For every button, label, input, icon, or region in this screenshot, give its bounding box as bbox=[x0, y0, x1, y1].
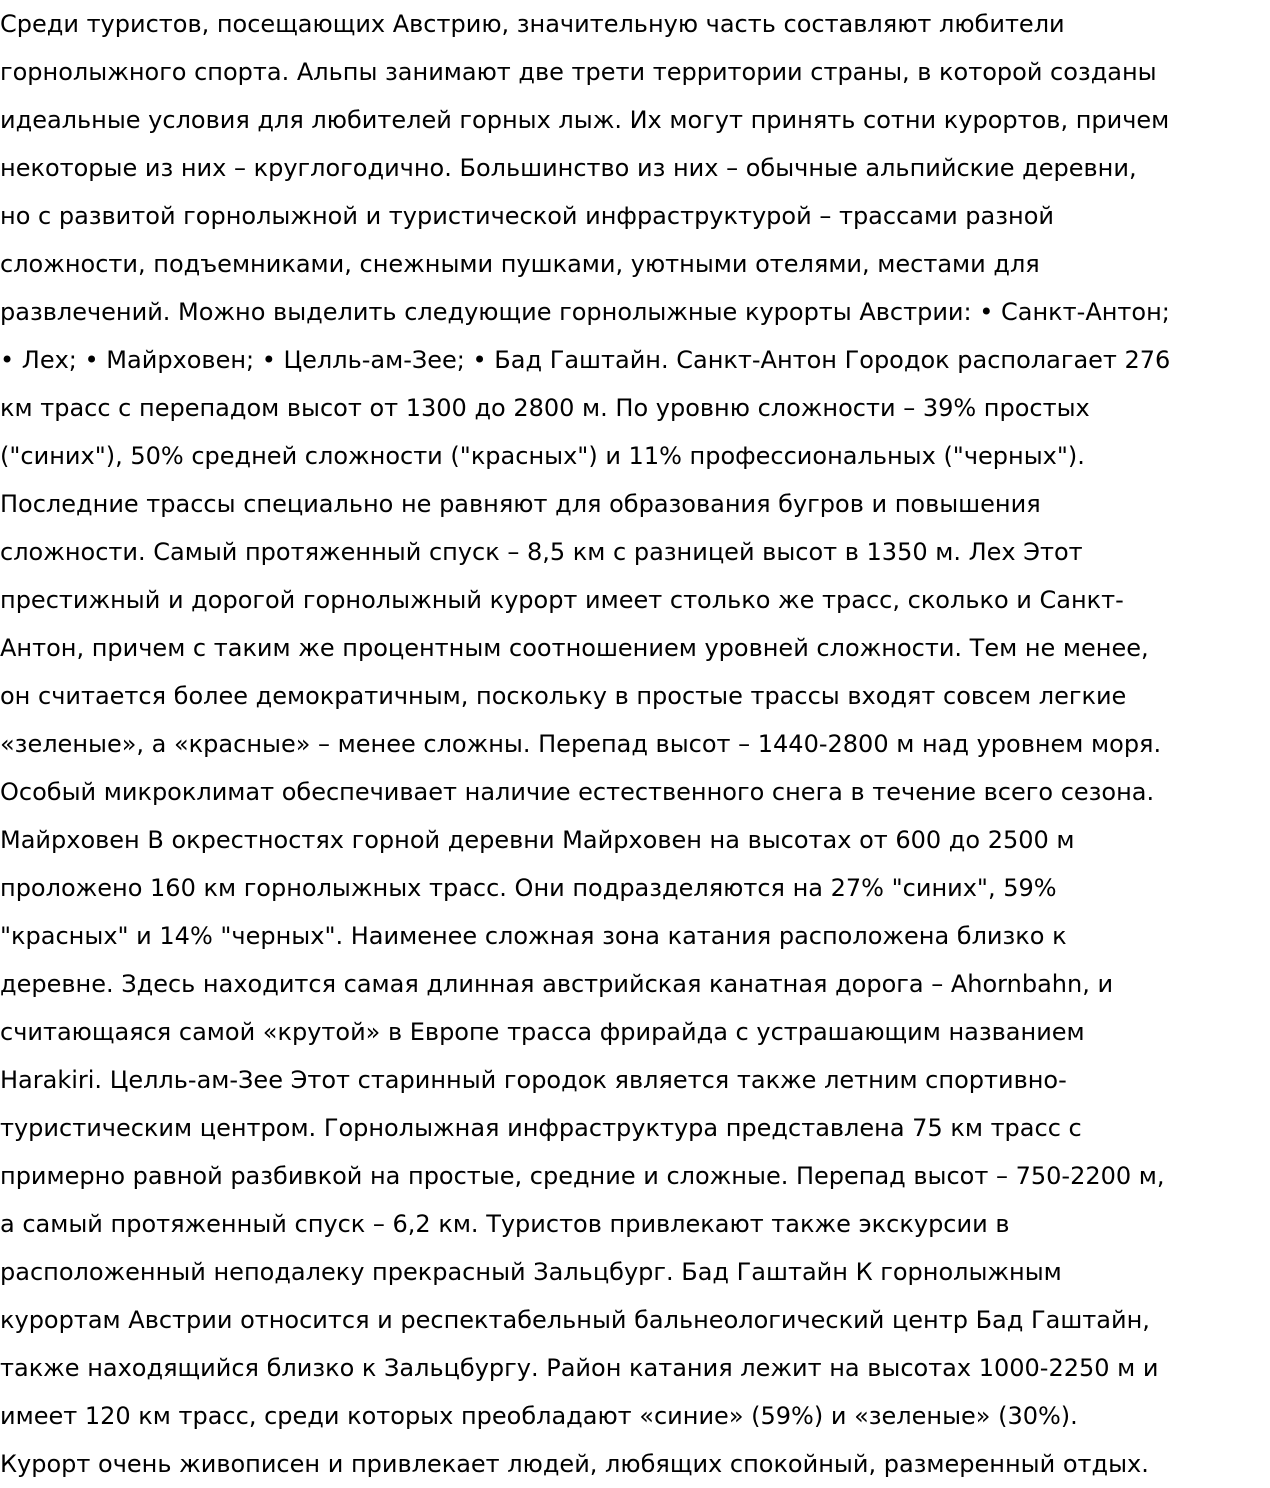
text-line: проложено 160 км горнолыжных трасс. Они подразделяются на 27% "синих", 59% bbox=[0, 874, 1057, 902]
text-line: Среди туристов, посещающих Австрию, значительную часть составляют любители bbox=[0, 10, 1065, 38]
text-line: • Лех; • Майрховен; • Целль-ам-Зее; • Бад Гаштайн. Санкт-Антон Городок располагает 276 bbox=[0, 346, 1171, 374]
text-line: имеет 120 км трасс, среди которых преобладают «синие» (59%) и «зеленые» (30%). bbox=[0, 1402, 1078, 1430]
text-line: Последние трассы специально не равняют для образования бугров и повышения bbox=[0, 490, 1041, 518]
text-line: но с развитой горнолыжной и туристической инфраструктурой – трассами разной bbox=[0, 202, 1054, 230]
text-line: туристическим центром. Горнолыжная инфраструктура представлена 75 км трасс с bbox=[0, 1114, 1082, 1142]
text-line: некоторые из них – круглогодично. Большинство из них – обычные альпийские деревни, bbox=[0, 154, 1137, 182]
text-line: сложности. Самый протяженный спуск – 8,5 км с разницей высот в 1350 м. Лех Этот bbox=[0, 538, 1083, 566]
text-line: км трасс с перепадом высот от 1300 до 2800 м. По уровню сложности – 39% простых bbox=[0, 394, 1090, 422]
text-line: Курорт очень живописен и привлекает людей, любящих спокойный, размеренный отдых. bbox=[0, 1450, 1149, 1478]
text-line: развлечений. Можно выделить следующие горнолыжные курорты Австрии: • Санкт-Антон; bbox=[0, 298, 1170, 326]
text-line: Майрховен В окрестностях горной деревни Майрховен на высотах от 600 до 2500 м bbox=[0, 826, 1075, 854]
text-line: считающаяся самой «крутой» в Европе трасса фрирайда с устрашающим названием bbox=[0, 1018, 1085, 1046]
text-line: ("синих"), 50% средней сложности ("красных") и 11% профессиональных ("черных"). bbox=[0, 442, 1085, 470]
text-line: идеальные условия для любителей горных лыж. Их могут принять сотни курортов, причем bbox=[0, 106, 1170, 134]
text-line: деревне. Здесь находится самая длинная австрийская канатная дорога – Ahornbahn, и bbox=[0, 970, 1114, 998]
text-line: престижный и дорогой горнолыжный курорт имеет столько же трасс, сколько и Санкт- bbox=[0, 586, 1124, 614]
text-line: Особый микроклимат обеспечивает наличие естественного снега в течение всего сезона. bbox=[0, 778, 1155, 806]
text-line: примерно равной разбивкой на простые, средние и сложные. Перепад высот – 750-2200 м, bbox=[0, 1162, 1165, 1190]
text-line: Антон, причем с таким же процентным соотношением уровней сложности. Тем не менее, bbox=[0, 634, 1149, 662]
text-line: «зеленые», а «красные» – менее сложны. Перепад высот – 1440-2800 м над уровнем моря. bbox=[0, 730, 1162, 758]
text-line: Harakiri. Целль-ам-Зее Этот старинный городок является также летним спортивно- bbox=[0, 1066, 1067, 1094]
text-line: расположенный неподалеку прекрасный Зальцбург. Бад Гаштайн К горнолыжным bbox=[0, 1258, 1062, 1286]
text-line: он считается более демократичным, поскольку в простые трассы входят совсем легкие bbox=[0, 682, 1127, 710]
text-line: "красных" и 14% "черных". Наименее сложная зона катания расположена близко к bbox=[0, 922, 1067, 950]
text-line: курортам Австрии относится и респектабельный бальнеологический центр Бад Гаштайн, bbox=[0, 1306, 1150, 1334]
text-line: а самый протяженный спуск – 6,2 км. Туристов привлекают также экскурсии в bbox=[0, 1210, 1010, 1238]
text-line: также находящийся близко к Зальцбургу. Район катания лежит на высотах 1000-2250 м и bbox=[0, 1354, 1159, 1382]
text-line: сложности, подъемниками, снежными пушками, уютными отелями, местами для bbox=[0, 250, 1040, 278]
text-line: горнолыжного спорта. Альпы занимают две трети территории страны, в которой созданы bbox=[0, 58, 1157, 86]
